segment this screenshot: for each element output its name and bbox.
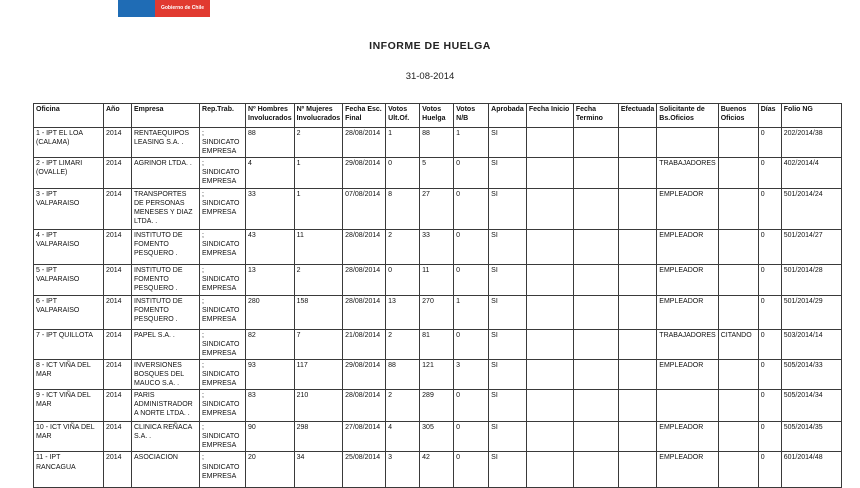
cell-empresa: ASOCIACION [132,452,200,488]
cell-efectuada [618,359,656,389]
cell-mujeres-involucrados: 7 [294,329,343,359]
cell-mujeres-involucrados: 298 [294,422,343,452]
table-row [34,452,842,488]
cell-folio-ng: 501/2014/28 [781,264,841,295]
cell-ano: 2014 [104,390,132,422]
cell-fecha-inicio [526,295,573,329]
cell-folio-ng: 501/2014/27 [781,229,841,264]
cell-votos-huelga: 270 [420,295,454,329]
cell-votos-nb: 0 [454,452,489,488]
cell-votos-huelga: 42 [420,452,454,488]
cell-votos-huelga: 289 [420,390,454,422]
cell-solicitante-bs-oficios: EMPLEADOR [657,452,718,488]
column-header-rep-trab: Rep.Trab. [200,104,246,128]
cell-empresa: CLINICA REÑACA S.A. . [132,422,200,452]
cell-mujeres-involucrados: 210 [294,390,343,422]
cell-efectuada [618,329,656,359]
cell-aprobada: SI [489,329,527,359]
cell-mujeres-involucrados: 34 [294,452,343,488]
cell-folio-ng: 501/2014/24 [781,188,841,229]
column-header-fecha-termino: Fecha Termino [573,104,618,128]
cell-rep-trab: ; SINDICATO EMPRESA [200,422,246,452]
cell-fecha-termino [573,359,618,389]
cell-hombres-involucrados: 13 [246,264,295,295]
cell-votos-ult-of: 4 [386,422,420,452]
cell-oficina: 6 - IPT VALPARAISO [34,295,104,329]
cell-ano: 2014 [104,359,132,389]
cell-fecha-inicio [526,264,573,295]
cell-fecha-termino [573,229,618,264]
cell-fecha-inicio [526,158,573,188]
cell-votos-nb: 1 [454,295,489,329]
cell-aprobada: SI [489,128,527,158]
cell-oficina: 8 - ICT VIÑA DEL MAR [34,359,104,389]
cell-hombres-involucrados: 82 [246,329,295,359]
cell-aprobada: SI [489,359,527,389]
cell-fecha-termino [573,422,618,452]
table-row [34,264,842,295]
cell-efectuada [618,158,656,188]
cell-dias: 0 [758,188,781,229]
cell-votos-ult-of: 13 [386,295,420,329]
cell-ano: 2014 [104,158,132,188]
cell-fecha-esc-final: 29/08/2014 [343,158,386,188]
cell-oficina: 2 - IPT LIMARI (OVALLE) [34,158,104,188]
cell-dias: 0 [758,422,781,452]
cell-oficina: 5 - IPT VALPARAISO [34,264,104,295]
table-row [34,229,842,264]
cell-fecha-esc-final: 21/08/2014 [343,329,386,359]
cell-rep-trab: ; SINDICATO EMPRESA [200,359,246,389]
cell-votos-ult-of: 2 [386,329,420,359]
cell-votos-ult-of: 0 [386,264,420,295]
cell-solicitante-bs-oficios: EMPLEADOR [657,264,718,295]
cell-fecha-esc-final: 28/08/2014 [343,295,386,329]
cell-empresa: RENTAEQUIPOS LEASING S.A. . [132,128,200,158]
cell-oficina: 11 - IPT RANCAGUA [34,452,104,488]
table-header-row [34,104,842,128]
cell-hombres-involucrados: 280 [246,295,295,329]
cell-buenos-oficios [718,128,758,158]
cell-rep-trab: ; SINDICATO EMPRESA [200,390,246,422]
cell-solicitante-bs-oficios [657,390,718,422]
cell-fecha-esc-final: 25/08/2014 [343,452,386,488]
column-header-folio-ng: Folio NG [781,104,841,128]
column-header-buenos-oficios: Buenos Oficios [718,104,758,128]
cell-votos-nb: 0 [454,158,489,188]
cell-buenos-oficios [718,158,758,188]
cell-fecha-termino [573,329,618,359]
cell-oficina: 4 - IPT VALPARAISO [34,229,104,264]
logo-text: Gobierno de Chile [160,5,205,11]
cell-efectuada [618,229,656,264]
column-header-hombres-involucrados: Nº Hombres Involucrados [246,104,295,128]
column-header-ano: Año [104,104,132,128]
cell-hombres-involucrados: 90 [246,422,295,452]
cell-dias: 0 [758,295,781,329]
cell-votos-nb: 1 [454,128,489,158]
cell-hombres-involucrados: 20 [246,452,295,488]
cell-hombres-involucrados: 33 [246,188,295,229]
cell-votos-nb: 0 [454,188,489,229]
logo-blue-block [118,0,155,17]
cell-empresa: PARIS ADMINISTRADORA NORTE LTDA. . [132,390,200,422]
cell-dias: 0 [758,128,781,158]
column-header-efectuada: Efectuada [618,104,656,128]
gobierno-de-chile-logo [118,0,210,17]
cell-solicitante-bs-oficios: EMPLEADOR [657,359,718,389]
cell-votos-huelga: 5 [420,158,454,188]
cell-fecha-termino [573,264,618,295]
cell-aprobada: SI [489,264,527,295]
cell-dias: 0 [758,390,781,422]
cell-rep-trab: ; SINDICATO EMPRESA [200,128,246,158]
cell-rep-trab: ; SINDICATO EMPRESA [200,264,246,295]
column-header-dias: Días [758,104,781,128]
cell-buenos-oficios [718,422,758,452]
cell-solicitante-bs-oficios: EMPLEADOR [657,188,718,229]
cell-aprobada: SI [489,295,527,329]
cell-mujeres-involucrados: 2 [294,264,343,295]
cell-votos-huelga: 81 [420,329,454,359]
cell-buenos-oficios [718,452,758,488]
cell-ano: 2014 [104,188,132,229]
cell-ano: 2014 [104,452,132,488]
cell-votos-nb: 0 [454,329,489,359]
cell-buenos-oficios [718,229,758,264]
cell-folio-ng: 601/2014/48 [781,452,841,488]
cell-buenos-oficios [718,295,758,329]
cell-solicitante-bs-oficios: TRABAJADORES [657,329,718,359]
cell-mujeres-involucrados: 158 [294,295,343,329]
cell-aprobada: SI [489,158,527,188]
cell-dias: 0 [758,158,781,188]
cell-hombres-involucrados: 88 [246,128,295,158]
cell-oficina: 7 - IPT QUILLOTA [34,329,104,359]
cell-votos-nb: 0 [454,390,489,422]
column-header-votos-ult-of: Votos Ult.Of. [386,104,420,128]
cell-solicitante-bs-oficios: TRABAJADORES [657,158,718,188]
column-header-fecha-esc-final: Fecha Esc. Final [343,104,386,128]
cell-folio-ng: 503/2014/14 [781,329,841,359]
cell-mujeres-involucrados: 117 [294,359,343,389]
cell-dias: 0 [758,229,781,264]
column-header-aprobada: Aprobada [489,104,527,128]
cell-votos-huelga: 121 [420,359,454,389]
cell-folio-ng: 505/2014/34 [781,390,841,422]
cell-fecha-termino [573,295,618,329]
cell-folio-ng: 402/2014/4 [781,158,841,188]
cell-hombres-involucrados: 43 [246,229,295,264]
cell-empresa: PAPEL S.A. . [132,329,200,359]
cell-empresa: TRANSPORTES DE PERSONAS MENESES Y DIAZ LTDA. . [132,188,200,229]
cell-votos-ult-of: 3 [386,452,420,488]
cell-efectuada [618,264,656,295]
cell-efectuada [618,422,656,452]
huelga-table [33,103,842,488]
cell-fecha-inicio [526,188,573,229]
cell-buenos-oficios [718,359,758,389]
cell-aprobada: SI [489,188,527,229]
cell-folio-ng: 505/2014/35 [781,422,841,452]
cell-rep-trab: ; SINDICATO EMPRESA [200,295,246,329]
table-row [34,128,842,158]
cell-efectuada [618,452,656,488]
cell-rep-trab: ; SINDICATO EMPRESA [200,229,246,264]
cell-fecha-inicio [526,390,573,422]
cell-efectuada [618,390,656,422]
cell-fecha-esc-final: 27/08/2014 [343,422,386,452]
column-header-votos-huelga: Votos Huelga [420,104,454,128]
cell-votos-huelga: 305 [420,422,454,452]
cell-solicitante-bs-oficios: EMPLEADOR [657,422,718,452]
cell-mujeres-involucrados: 2 [294,128,343,158]
cell-buenos-oficios [718,390,758,422]
cell-dias: 0 [758,329,781,359]
cell-aprobada: SI [489,422,527,452]
table-row [34,158,842,188]
cell-mujeres-involucrados: 1 [294,158,343,188]
cell-aprobada: SI [489,390,527,422]
cell-votos-ult-of: 1 [386,128,420,158]
cell-hombres-involucrados: 83 [246,390,295,422]
cell-solicitante-bs-oficios: EMPLEADOR [657,295,718,329]
cell-votos-ult-of: 88 [386,359,420,389]
column-header-solicitante-bs-oficios: Solicitante de Bs.Oficios [657,104,718,128]
cell-empresa: INSTITUTO DE FOMENTO PESQUERO . [132,295,200,329]
cell-folio-ng: 202/2014/38 [781,128,841,158]
cell-efectuada [618,295,656,329]
cell-ano: 2014 [104,229,132,264]
cell-fecha-esc-final: 28/08/2014 [343,128,386,158]
cell-votos-huelga: 11 [420,264,454,295]
cell-fecha-esc-final: 28/08/2014 [343,264,386,295]
cell-mujeres-involucrados: 11 [294,229,343,264]
page-title: INFORME DE HUELGA [369,40,491,52]
cell-fecha-inicio [526,359,573,389]
cell-solicitante-bs-oficios: EMPLEADOR [657,229,718,264]
cell-fecha-termino [573,188,618,229]
cell-buenos-oficios [718,264,758,295]
cell-empresa: INSTITUTO DE FOMENTO PESQUERO . [132,229,200,264]
cell-dias: 0 [758,452,781,488]
cell-votos-nb: 0 [454,229,489,264]
table-row [34,390,842,422]
cell-fecha-termino [573,452,618,488]
cell-empresa: AGRINOR LTDA. . [132,158,200,188]
cell-efectuada [618,188,656,229]
column-header-fecha-inicio: Fecha Inicio [526,104,573,128]
cell-oficina: 3 - IPT VALPARAISO [34,188,104,229]
cell-oficina: 1 - IPT EL LOA (CALAMA) [34,128,104,158]
table-row [34,188,842,229]
cell-fecha-termino [573,390,618,422]
cell-rep-trab: ; SINDICATO EMPRESA [200,158,246,188]
column-header-oficina: Oficina [34,104,104,128]
cell-buenos-oficios: CITANDO [718,329,758,359]
cell-fecha-inicio [526,329,573,359]
cell-oficina: 10 - ICT VIÑA DEL MAR [34,422,104,452]
cell-rep-trab: ; SINDICATO EMPRESA [200,188,246,229]
cell-oficina: 9 - ICT VIÑA DEL MAR [34,390,104,422]
cell-rep-trab: ; SINDICATO EMPRESA [200,329,246,359]
cell-aprobada: SI [489,229,527,264]
cell-votos-nb: 0 [454,422,489,452]
cell-votos-huelga: 88 [420,128,454,158]
cell-dias: 0 [758,264,781,295]
cell-fecha-esc-final: 07/08/2014 [343,188,386,229]
cell-hombres-involucrados: 93 [246,359,295,389]
cell-votos-huelga: 33 [420,229,454,264]
table-row [34,329,842,359]
cell-votos-nb: 3 [454,359,489,389]
cell-ano: 2014 [104,128,132,158]
cell-ano: 2014 [104,264,132,295]
cell-votos-ult-of: 2 [386,390,420,422]
cell-rep-trab: ; SINDICATO EMPRESA [200,452,246,488]
cell-fecha-termino [573,158,618,188]
cell-folio-ng: 501/2014/29 [781,295,841,329]
cell-votos-ult-of: 2 [386,229,420,264]
cell-fecha-esc-final: 29/08/2014 [343,359,386,389]
logo-red-block [155,0,210,17]
column-header-empresa: Empresa [132,104,200,128]
cell-mujeres-involucrados: 1 [294,188,343,229]
cell-hombres-involucrados: 4 [246,158,295,188]
cell-fecha-termino [573,128,618,158]
cell-dias: 0 [758,359,781,389]
table-row [34,359,842,389]
cell-empresa: INVERSIONES BOSQUES DEL MAUCO S.A. . [132,359,200,389]
report-date: 31-08-2014 [405,71,455,82]
cell-fecha-esc-final: 28/08/2014 [343,390,386,422]
cell-ano: 2014 [104,329,132,359]
cell-fecha-inicio [526,422,573,452]
cell-fecha-inicio [526,452,573,488]
cell-votos-nb: 0 [454,264,489,295]
cell-folio-ng: 505/2014/33 [781,359,841,389]
cell-ano: 2014 [104,295,132,329]
cell-votos-ult-of: 0 [386,158,420,188]
table-row [34,422,842,452]
column-header-votos-nb: Votos N/B [454,104,489,128]
table-row [34,295,842,329]
cell-buenos-oficios [718,188,758,229]
cell-fecha-inicio [526,229,573,264]
cell-solicitante-bs-oficios [657,128,718,158]
column-header-mujeres-involucrados: Nº Mujeres Involucrados [294,104,343,128]
cell-votos-huelga: 27 [420,188,454,229]
cell-votos-ult-of: 8 [386,188,420,229]
cell-efectuada [618,128,656,158]
cell-fecha-inicio [526,128,573,158]
cell-empresa: INSTITUTO DE FOMENTO PESQUERO . [132,264,200,295]
cell-fecha-esc-final: 28/08/2014 [343,229,386,264]
cell-ano: 2014 [104,422,132,452]
cell-aprobada: SI [489,452,527,488]
